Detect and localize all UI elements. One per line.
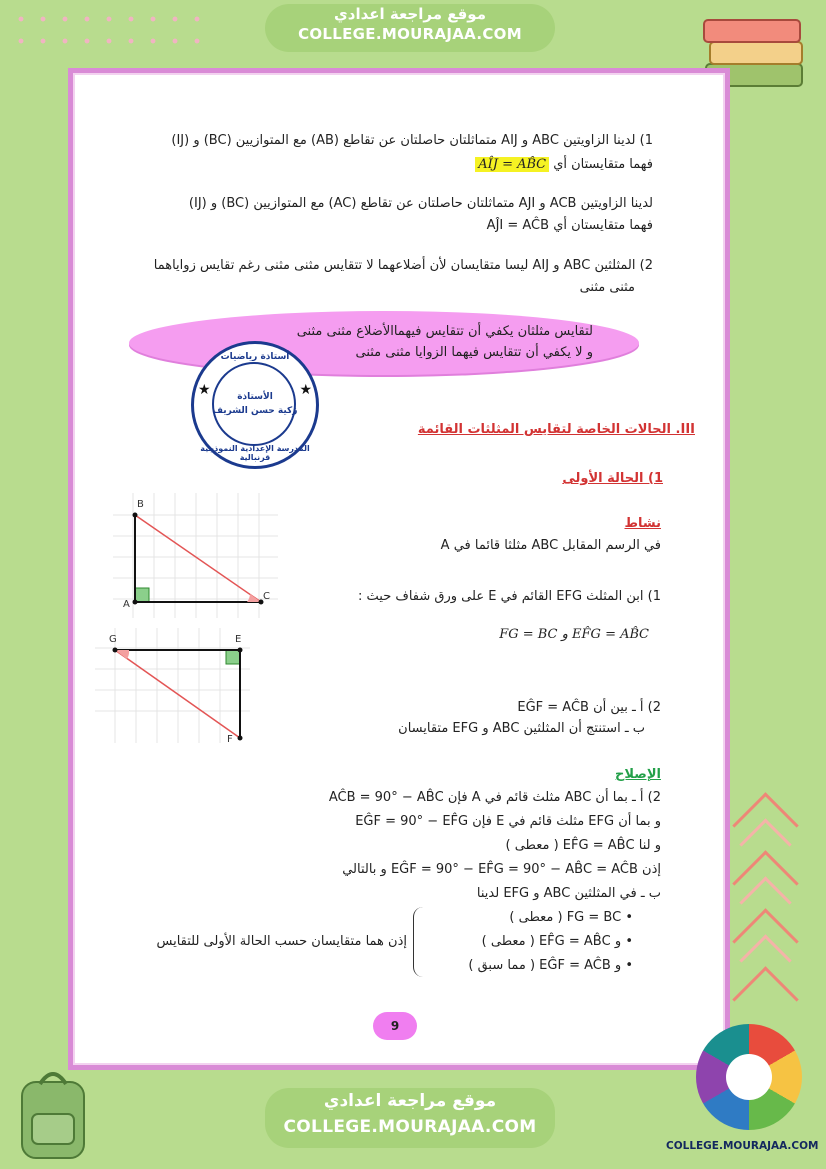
item1b-line1: لدينا الزاويتين ACB و AJI متماثلتان حاصلتان عن تقاطع (AC) مع المتوازيين (BC) و (IJ) bbox=[188, 196, 653, 211]
item1b-line2: فهما متقايستان أي AĴI = AĈB bbox=[486, 218, 653, 233]
teacher-stamp bbox=[191, 341, 319, 469]
site-name: موقع مراجعة اعدادي bbox=[334, 5, 486, 23]
bullet-1: • FG = BC ( معطى ) bbox=[509, 910, 633, 925]
vertex-label: A bbox=[123, 599, 130, 610]
solution-line5: ب ـ في المثلثين ABC و EFG لدينا bbox=[476, 886, 661, 901]
conclusion: إذن هما متقايسان حسب الحالة الأولى للتقايس bbox=[156, 934, 407, 949]
item1-line2 bbox=[133, 155, 653, 174]
solution-line2: و بما أن EFG مثلث قائم في E فإن EĜF = 90° − EF̂G bbox=[355, 814, 661, 829]
vertex-label: F bbox=[227, 734, 233, 745]
site-logo-icon[interactable] bbox=[696, 1024, 802, 1130]
backpack-icon bbox=[10, 1062, 96, 1162]
case1-heading: 1) الحالة الأولى bbox=[562, 471, 663, 486]
solution-title: الإصلاح bbox=[615, 767, 661, 782]
brace bbox=[413, 907, 424, 977]
question2a: 2) أ ـ بين أن EĜF = AĈB bbox=[517, 700, 661, 715]
page-number: 9 bbox=[373, 1012, 417, 1040]
bullet-2-text: و EF̂G = AB̂C ( معطى ) bbox=[481, 934, 622, 949]
top-site-banner[interactable] bbox=[265, 4, 555, 52]
site-url: COLLEGE.MOURAJAA.COM bbox=[283, 1117, 537, 1137]
star-icon: ★ bbox=[299, 382, 312, 398]
item2-line1: 2) المثلثين ABC و AIJ ليسا متقايسان لأن أضلاعهما لا تتقايس مثنى مثنى رغم تقايس زواياهما bbox=[153, 258, 653, 273]
bullet-1-text: FG = BC ( معطى ) bbox=[509, 910, 622, 925]
bullet-3-text: و EĜF = AĈB ( مما سبق ) bbox=[468, 958, 622, 973]
vertex-label: C bbox=[263, 591, 270, 602]
question1: 1) ابن المثلث EFG القائم في E على ورق شفاف حيث : bbox=[358, 589, 661, 604]
stamp-name2: زكية حسن الشريف bbox=[212, 406, 298, 416]
stamp-bottom: المدرسة الإعدادية النموذجية قرنبالية bbox=[200, 444, 310, 462]
section3-heading: III. الحالات الخاصة لتقايس المثلثات القائمة bbox=[417, 422, 695, 437]
site-name: موقع مراجعة اعدادي bbox=[323, 1091, 497, 1111]
question1-equation: EF̂G = AB̂C و FG = BC bbox=[499, 627, 649, 642]
stamp-top: أستاذة رياضيات bbox=[220, 352, 290, 362]
figure-triangle-efg bbox=[95, 628, 255, 748]
bullet-3: • و EĜF = AĈB ( مما سبق ) bbox=[468, 958, 633, 973]
note-line2: و لا يكفي أن تتقايس فيهما الزوايا مثنى مثنى bbox=[355, 345, 593, 360]
bottom-site-banner[interactable] bbox=[265, 1088, 555, 1148]
vertex-label: G bbox=[109, 634, 117, 645]
figure-triangle-abc bbox=[113, 493, 283, 623]
stamp-name1: الأستاذة bbox=[237, 392, 273, 402]
decorative-dots bbox=[10, 8, 200, 58]
vertex-label: B bbox=[137, 499, 144, 510]
site-url: COLLEGE.MOURAJAA.COM bbox=[298, 25, 522, 43]
item2-line2: مثنى مثنى bbox=[579, 280, 635, 295]
logo-url[interactable]: COLLEGE.MOURAJAA.COM bbox=[666, 1140, 819, 1152]
bullet-2: • و EF̂G = AB̂C ( معطى ) bbox=[481, 934, 633, 949]
question2b: ب ـ استنتج أن المثلثين ABC و EFG متقايسان bbox=[398, 721, 645, 736]
page-frame bbox=[68, 68, 730, 1070]
solution-line1: 2) أ ـ بما أن ABC مثلث قائم في A فإن AĈB = 90° − AB̂C bbox=[328, 790, 661, 805]
solution-line4: إذن EĜF = 90° − EF̂G = 90° − AB̂C = AĈB و بالتالي bbox=[342, 862, 661, 877]
item1-highlight: AÎJ = AB̂C bbox=[475, 157, 549, 172]
vertex-label: E bbox=[235, 634, 242, 645]
activity-title: نشاط bbox=[624, 516, 661, 531]
note-line1: لتقايس مثلثان يكفي أن تتقايس فيهماالأضلاع مثنى مثنى bbox=[296, 324, 593, 339]
item1-line2-prefix: فهما متقايستان أي bbox=[553, 157, 653, 172]
item1-line1: 1) لدينا الزاويتين ABC و AIJ متماثلتان حاصلتان عن تقاطع (AB) مع المتوازيين (BC) و (IJ) bbox=[171, 133, 653, 148]
activity-intro: في الرسم المقابل ABC مثلثا قائما في A bbox=[440, 538, 661, 553]
stamp-inner-ring bbox=[212, 362, 296, 446]
chevron-up-icon bbox=[732, 966, 798, 1032]
star-icon: ★ bbox=[198, 382, 211, 398]
solution-line3: و لنا EF̂G = AB̂C ( معطى ) bbox=[505, 838, 661, 853]
